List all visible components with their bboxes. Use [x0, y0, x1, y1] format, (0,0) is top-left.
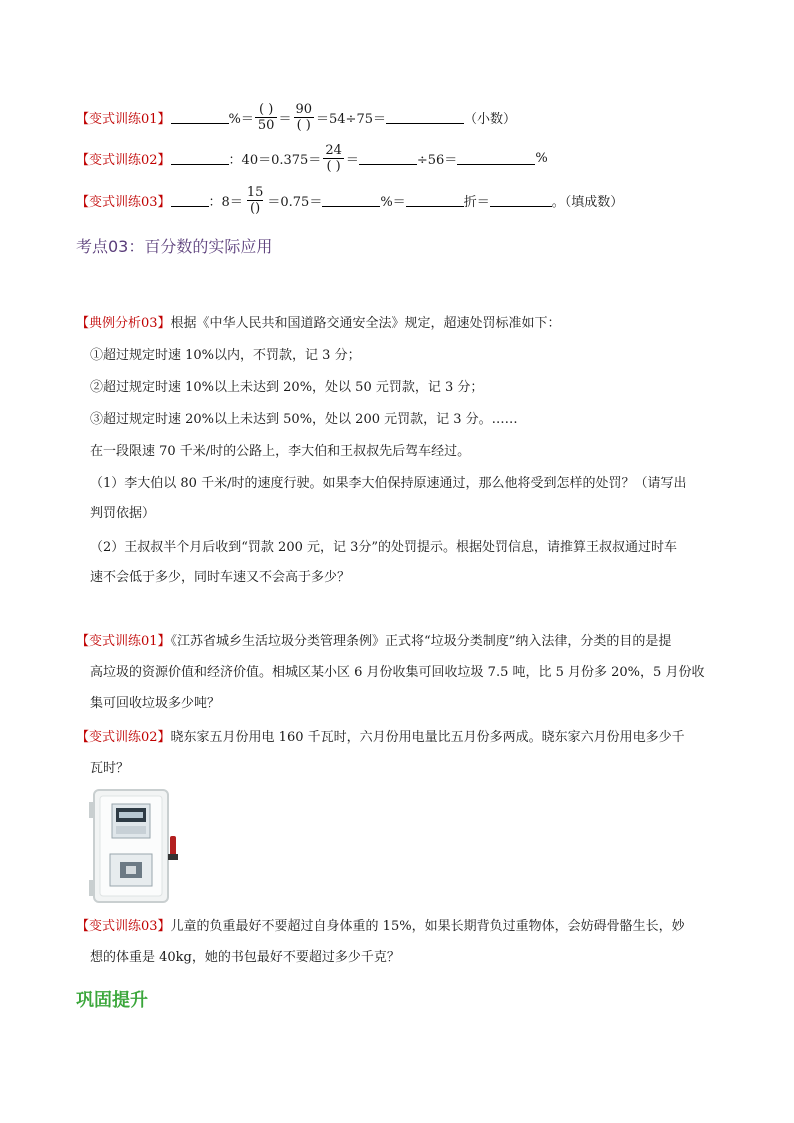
- variant-1-line-1: 【变式训练01】《江苏省城乡生活垃圾分类管理条例》正式将“垃圾分类制度”纳入法律，分类的目的是提: [76, 634, 672, 649]
- variant-tag: 【变式训练02】: [76, 730, 171, 745]
- fraction: $\frac{( )}{50}$: [255, 103, 278, 132]
- equation-text: %＝: [380, 194, 406, 210]
- fraction: $\frac{24}{( )}$: [325, 142, 342, 174]
- exercise-tag: 【变式训练01】: [76, 111, 171, 127]
- variant-1-line-3: 集可回收垃圾多少吨？: [90, 696, 221, 711]
- rule-1: ①超过规定时速 10%以内，不罚款，记 3 分；: [90, 348, 361, 363]
- fraction: $\frac{90}{( )}$: [295, 101, 313, 133]
- exercise-top-3: [76, 184, 624, 216]
- blank[interactable]: [359, 152, 417, 165]
- exercise-tag: 【变式训练02】: [76, 152, 171, 168]
- equation-text: ＝54÷75＝: [316, 111, 386, 127]
- equation-text: ：8＝: [208, 194, 243, 210]
- equation-text: %＝: [228, 111, 254, 127]
- blank[interactable]: [322, 194, 380, 207]
- example-tag: 【典例分析03】: [76, 316, 171, 331]
- electric-meter-icon: [84, 786, 194, 906]
- variant-tag: 【变式训练01】: [76, 634, 171, 649]
- equation-text: ÷56＝: [416, 152, 458, 168]
- blank[interactable]: [386, 111, 464, 124]
- blank[interactable]: [406, 194, 464, 207]
- rule-2: ②超过规定时速 10%以上未达到 20%，处以 50 元罚款，记 3 分；: [90, 380, 484, 395]
- variant-2-line-1: 【变式训练02】晓东家五月份用电 160 千瓦时，六月份用电量比五月份多两成。晓东家六月份用电多少千: [76, 730, 685, 745]
- variant-3-line-2: 想的体重是 40kg，她的书包最好不要超过多少千克？: [90, 950, 400, 965]
- example-intro: 【典例分析03】根据《中华人民共和国道路交通安全法》规定，超速处罚标准如下：: [76, 316, 561, 331]
- equation-text: 折＝: [463, 194, 490, 210]
- blank[interactable]: [490, 194, 552, 207]
- question-2-line-2: 速不会低于多少，同时车速又不会高于多少？: [90, 570, 351, 585]
- variant-tag: 【变式训练03】: [76, 919, 171, 934]
- section-title: 考点03：百分数的实际应用: [76, 237, 273, 256]
- fraction: $\frac{15}{()}$: [246, 184, 264, 216]
- question-2-line-1: （2）王叔叔半个月后收到“罚款 200 元，记 3分”的处罚提示。根据处罚信息，请推算王叔叔通过时车: [90, 540, 678, 555]
- blank[interactable]: [171, 111, 229, 124]
- equation-text: ＝0.75＝: [267, 194, 323, 210]
- equation-text: ＝: [345, 152, 359, 168]
- rule-3: ③超过规定时速 20%以上未达到 50%，处以 200 元罚款，记 3 分。……: [90, 412, 518, 427]
- exercise-top-2: [76, 142, 548, 174]
- question-1-line-1: （1）李大伯以 80 千米/时的速度行驶。如果李大伯保持原速通过，那么他将受到怎样的处罚？（请写出: [90, 476, 687, 491]
- consolidation-heading: 巩固提升: [76, 990, 148, 1011]
- exercise-tag: 【变式训练03】: [76, 194, 171, 210]
- equation-text: ＝: [278, 111, 292, 127]
- variant-2-line-2: 瓦时？: [90, 761, 130, 776]
- variant-3-line-1: 【变式训练03】儿童的负重最好不要超过自身体重的 15%，如果长期背负过重物体，会妨碍骨骼生长，妙: [76, 919, 685, 934]
- equation-suffix: （小数）: [464, 111, 517, 127]
- variant-1-line-2: 高垃圾的资源价值和经济价值。相城区某小区 6 月份收集可回收垃圾 7.5 吨，比 5 月份多 20%，5 月份收: [90, 665, 705, 680]
- exercise-top-1: [76, 101, 517, 133]
- blank[interactable]: [457, 152, 535, 165]
- equation-text: ：40＝0.375＝: [228, 152, 322, 168]
- question-1-line-2: 判罚依据）: [90, 506, 156, 521]
- blank[interactable]: [171, 194, 209, 207]
- blank[interactable]: [171, 152, 229, 165]
- equation-suffix: %: [535, 150, 548, 166]
- equation-suffix: 。（填成数）: [551, 194, 624, 210]
- context-text: 在一段限速 70 千米/时的公路上，李大伯和王叔叔先后驾车经过。: [90, 444, 471, 459]
